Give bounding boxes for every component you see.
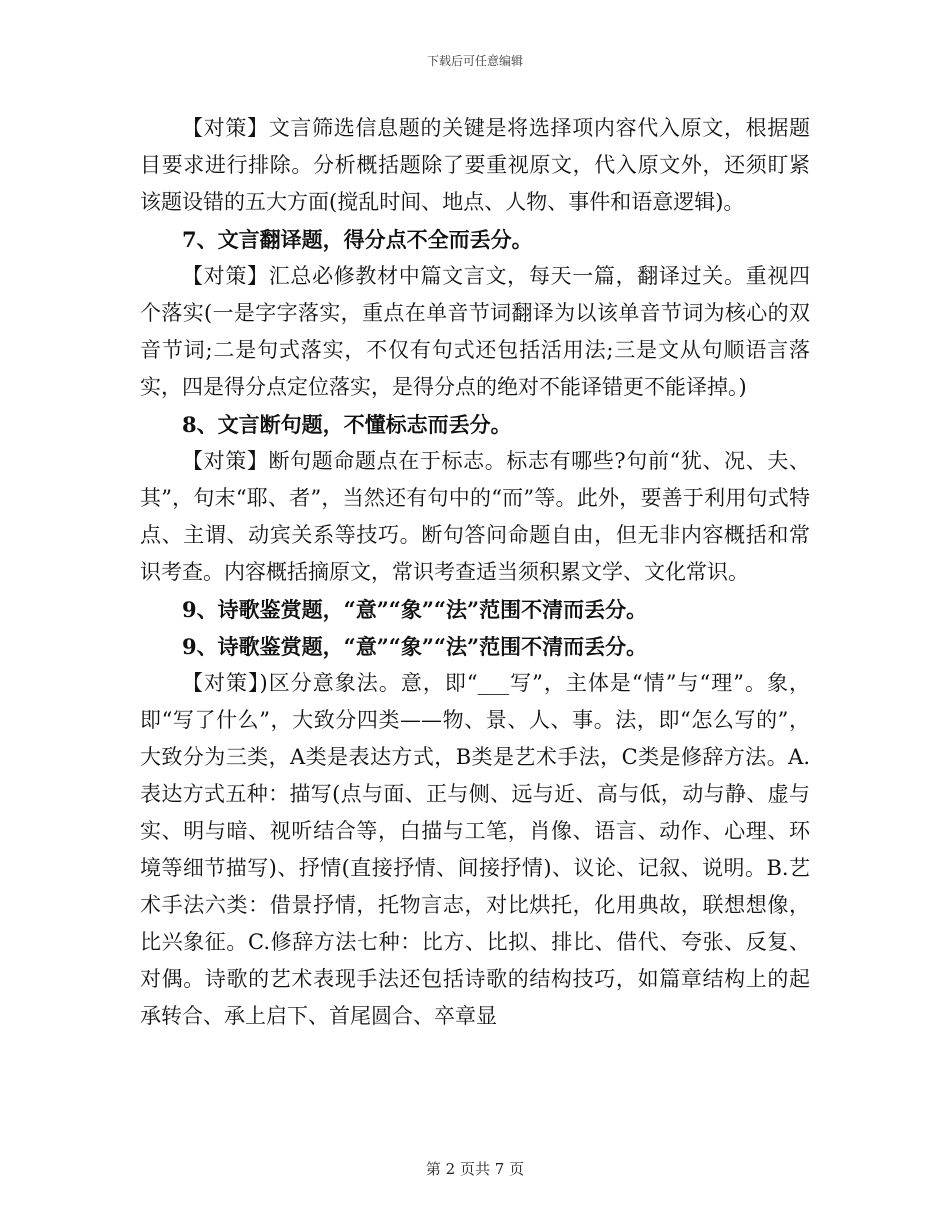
paragraph-strategy-sentence-breaking: 【对策】断句题命题点在于标志。标志有哪些?句前“犹、况、夫、其”，句末“耶、者”，当然还有句中的“而”等。此外，要善于利用句式特点、主谓、动宾关系等技巧。断句答问命题自由，但无非内容概括和常识考查。内容概括摘原文，常识考查适当须积累文学、文化常识。: [140, 449, 810, 584]
heading-item-9-poetry-repeat: 9、诗歌鉴赏题，“意”“象”“法”范围不清而丢分。: [182, 634, 648, 659]
document-body: [140, 110, 810, 1035]
page-header-note: 下载后可任意编辑: [426, 54, 523, 68]
paragraph-strategy-info-screening: 【对策】文言筛选信息题的关键是将选择项内容代入原文，根据题目要求进行排除。分析概括题除了要重视原文，代入原文外，还须盯紧该题设错的五大方面(搅乱时间、地点、人物、事件和语意逻辑)。: [140, 116, 810, 214]
heading-item-8-sentence-breaking: 8、文言断句题，不懂标志而丢分。: [182, 412, 512, 437]
heading-item-9-poetry: 9、诗歌鉴赏题，“意”“象”“法”范围不清而丢分。: [182, 597, 648, 622]
heading-item-7-translation: 7、文言翻译题，得分点不全而丢分。: [182, 227, 533, 252]
page-number-footer: 第 2 页共 7 页: [425, 1160, 525, 1178]
paragraph-strategy-poetry: 【对策】)区分意象法。意，即“___写”，主体是“情”与“理”。象，即“写了什么”，大致分四类——物、景、人、事。法，即“怎么写的”，大致分为三类，A类是表达方式，B类是艺术手法，C类是修辞方法。A.表达方式五种：描写(点与面、正与侧、远与近、高与低，动与静、虚与实、明与暗、视听结合等，白描与工笔，肖像、语言、动作、心理、环境等细节描写)、抒情(直接抒情、间接抒情)、议论、记叙、说明。B.艺术手法六类：借景抒情，托物言志，对比烘托，化用典故，联想想像，比兴象征。C.修辞方法七种：比方、比拟、排比、借代、夸张、反复、对偶。诗歌的艺术表现手法还包括诗歌的结构技巧，如篇章结构上的起承转合、承上启下、首尾圆合、卒章显: [140, 671, 810, 1028]
paragraph-strategy-translation: 【对策】汇总必修教材中篇文言文，每天一篇，翻译过关。重视四个落实(一是字字落实，重点在单音节词翻译为以该单音节词为核心的双音节词;二是句式落实，不仅有句式还包括活用法;三是文从句顺语言落实，四是得分点定位落实，是得分点的绝对不能译错更不能译掉。): [140, 264, 810, 399]
